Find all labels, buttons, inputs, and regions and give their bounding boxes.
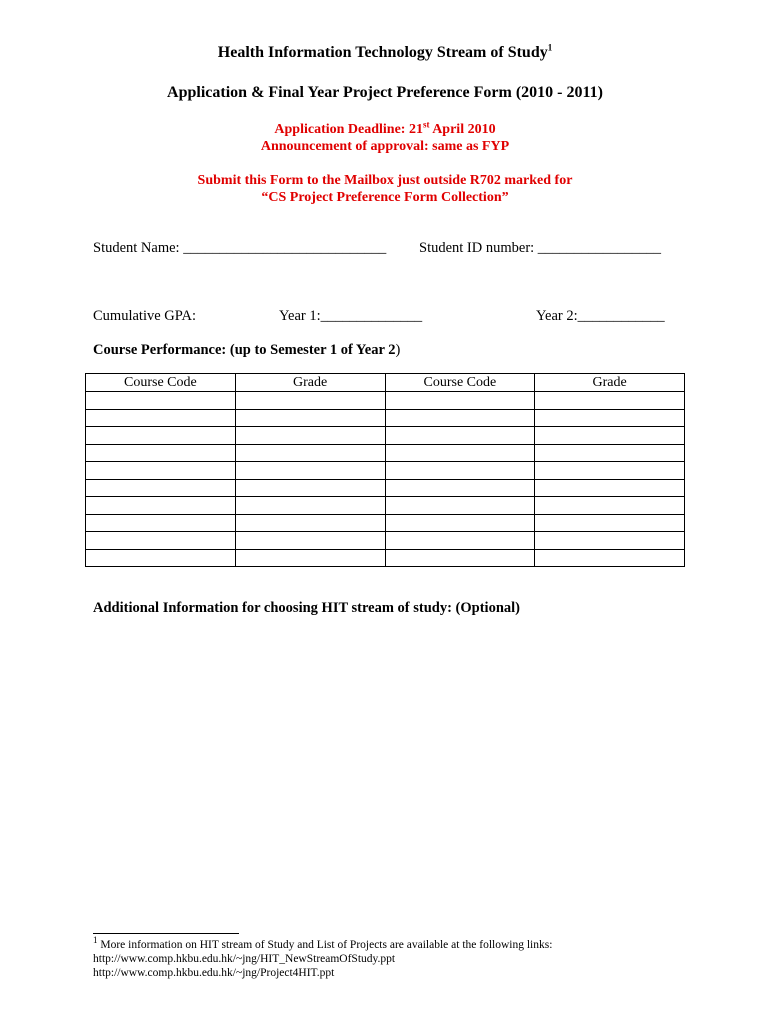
footnote-link-projects[interactable]: http://www.comp.hkbu.edu.hk/~jng/Project4HIT.ppt — [93, 967, 335, 979]
year2-gpa-field[interactable]: Year 2:____________ — [536, 308, 665, 324]
course-performance-heading-close: ) — [395, 342, 401, 358]
deadline-suffix: April 2010 — [429, 122, 496, 137]
course-code-cell-1[interactable] — [86, 532, 236, 550]
course-code-cell-2[interactable] — [385, 497, 535, 515]
table-header-row — [86, 374, 685, 392]
grade-cell-2[interactable] — [535, 497, 685, 515]
course-code-cell-1[interactable] — [86, 549, 236, 567]
column-header-course-code-2: Course Code — [385, 374, 535, 392]
grade-cell-2[interactable] — [535, 549, 685, 567]
grade-cell-1[interactable] — [235, 444, 385, 462]
page-title — [0, 44, 770, 62]
grade-cell-1[interactable] — [235, 462, 385, 480]
course-code-cell-2[interactable] — [385, 549, 535, 567]
grade-cell-1[interactable] — [235, 427, 385, 445]
year1-gpa-field[interactable]: Year 1:______________ — [279, 308, 423, 324]
cumulative-gpa-label: Cumulative GPA: — [93, 308, 196, 324]
table-row — [86, 444, 685, 462]
announcement-note: Announcement of approval: same as FYP — [260, 139, 510, 154]
grade-cell-2[interactable] — [535, 479, 685, 497]
footnote — [93, 935, 733, 980]
footnote-link-stream[interactable]: http://www.comp.hkbu.edu.hk/~jng/HIT_NewStreamOfStudy.ppt — [93, 953, 396, 965]
table-row — [86, 497, 685, 515]
student-id-field[interactable]: Student ID number: _________________ — [419, 240, 662, 256]
course-code-cell-2[interactable] — [385, 427, 535, 445]
application-deadline — [0, 119, 770, 138]
title-text: Health Information Technology Stream of Study — [217, 44, 548, 61]
course-code-cell-2[interactable] — [385, 392, 535, 410]
grade-cell-1[interactable] — [235, 497, 385, 515]
course-code-cell-1[interactable] — [86, 462, 236, 480]
table-row — [86, 392, 685, 410]
submit-instruction-line1: Submit this Form to the Mailbox just outside R702 marked for — [197, 173, 573, 188]
table-row — [86, 462, 685, 480]
grade-cell-2[interactable] — [535, 532, 685, 550]
column-header-grade-2: Grade — [535, 374, 685, 392]
course-code-cell-1[interactable] — [86, 497, 236, 515]
table-row — [86, 479, 685, 497]
course-code-cell-2[interactable] — [385, 479, 535, 497]
course-performance-heading — [93, 342, 400, 359]
grade-cell-1[interactable] — [235, 514, 385, 532]
course-performance-heading-text: Course Performance: (up to Semester 1 of Year 2 — [93, 342, 396, 358]
title-footnote-mark: 1 — [547, 42, 553, 53]
additional-info-heading: Additional Information for choosing HIT stream of study: (Optional) — [93, 600, 520, 616]
course-code-cell-1[interactable] — [86, 409, 236, 427]
column-header-grade-1: Grade — [235, 374, 385, 392]
grade-cell-1[interactable] — [235, 532, 385, 550]
course-table-body — [86, 392, 685, 567]
grade-cell-2[interactable] — [535, 392, 685, 410]
course-performance-table — [85, 373, 685, 567]
grade-cell-2[interactable] — [535, 409, 685, 427]
table-row — [86, 549, 685, 567]
course-code-cell-1[interactable] — [86, 392, 236, 410]
course-code-cell-1[interactable] — [86, 514, 236, 532]
footnote-mark: 1 — [93, 935, 98, 946]
footnote-text-line — [93, 935, 733, 952]
deadline-prefix: Application Deadline: 21 — [274, 122, 423, 137]
footnote-divider — [93, 933, 239, 934]
column-header-course-code-1: Course Code — [86, 374, 236, 392]
grade-cell-2[interactable] — [535, 427, 685, 445]
student-name-field[interactable]: Student Name: ____________________________ — [93, 240, 387, 256]
grade-cell-2[interactable] — [535, 462, 685, 480]
grade-cell-2[interactable] — [535, 514, 685, 532]
grade-cell-1[interactable] — [235, 479, 385, 497]
course-code-cell-2[interactable] — [385, 409, 535, 427]
grade-cell-2[interactable] — [535, 444, 685, 462]
table-row — [86, 427, 685, 445]
course-code-cell-2[interactable] — [385, 462, 535, 480]
grade-cell-1[interactable] — [235, 409, 385, 427]
deadline-ordinal: st — [422, 119, 430, 130]
course-code-cell-2[interactable] — [385, 532, 535, 550]
table-row — [86, 514, 685, 532]
grade-cell-1[interactable] — [235, 392, 385, 410]
course-code-cell-1[interactable] — [86, 427, 236, 445]
footnote-text: More information on HIT stream of Study and List of Projects are available at the following links: — [97, 939, 553, 951]
course-code-cell-2[interactable] — [385, 444, 535, 462]
form-subtitle: Application & Final Year Project Preference Form (2010 - 2011) — [167, 84, 603, 101]
table-row — [86, 409, 685, 427]
table-row — [86, 532, 685, 550]
submit-instruction-line2: “CS Project Preference Form Collection” — [261, 190, 509, 205]
course-code-cell-1[interactable] — [86, 444, 236, 462]
course-code-cell-2[interactable] — [385, 514, 535, 532]
grade-cell-1[interactable] — [235, 549, 385, 567]
course-code-cell-1[interactable] — [86, 479, 236, 497]
